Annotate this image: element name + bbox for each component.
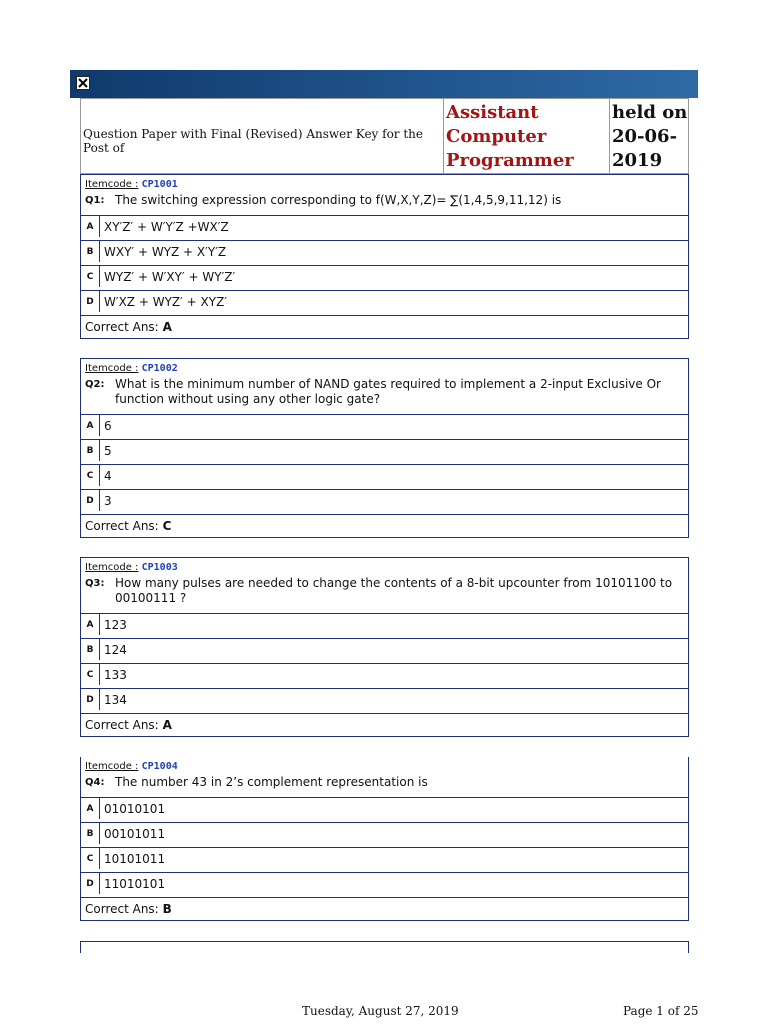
question-number: Q4:: [85, 777, 105, 788]
option-text: 5: [104, 444, 112, 458]
next-question-block: [80, 941, 689, 953]
option-row: [81, 688, 688, 710]
close-icon[interactable]: [76, 76, 90, 90]
itemcode: [85, 760, 684, 773]
option-letter: D: [81, 689, 100, 710]
correct-answer: [81, 315, 688, 338]
option-row: [81, 638, 688, 660]
held-line: 2019: [612, 150, 663, 171]
option-row: [81, 240, 688, 262]
paper-header: [80, 98, 689, 174]
itemcode-value: CP1001: [141, 179, 178, 190]
option-row: [81, 290, 688, 312]
option-letter: C: [81, 664, 100, 685]
question-block: [80, 174, 689, 339]
title-bar: [70, 70, 698, 98]
question-block: [80, 358, 689, 538]
correct-label: Correct Ans:: [85, 902, 159, 916]
correct-label: Correct Ans:: [85, 519, 159, 533]
correct-label: Correct Ans:: [85, 320, 159, 334]
option-text: 133: [104, 668, 127, 682]
post-line: Computer: [446, 126, 547, 147]
question-text: How many pulses are needed to change the contents of a 8-bit upcounter from 10101100 to 00100111 ?: [115, 576, 673, 605]
question-number: Q3:: [85, 578, 105, 589]
correct-value: B: [162, 902, 172, 916]
correct-label: Correct Ans:: [85, 718, 159, 732]
option-row: [81, 464, 688, 486]
question-block: [80, 757, 689, 921]
footer-date: Tuesday, August 27, 2019: [302, 1004, 459, 1018]
option-text: 6: [104, 419, 112, 433]
question-text: The switching expression corresponding to f(W,X,Y,Z)= ∑(1,4,5,9,11,12) is: [115, 193, 562, 207]
option-letter: B: [81, 440, 100, 461]
question-number: Q2:: [85, 379, 105, 390]
option-row: [81, 265, 688, 287]
correct-value: C: [162, 519, 172, 533]
itemcode-label: Itemcode :: [85, 363, 139, 374]
itemcode: [85, 561, 684, 574]
option-text: XY′Z′ + W′Y′Z +WX′Z: [104, 220, 229, 234]
correct-answer: [81, 713, 688, 736]
option-text: W′XZ + WYZ′ + XYZ′: [104, 295, 228, 309]
itemcode-value: CP1004: [141, 761, 178, 772]
question-number: Q1:: [85, 195, 105, 206]
correct-value: A: [162, 718, 172, 732]
question-text: What is the minimum number of NAND gates required to implement a 2-input Exclusive Or function without using any other logic gate?: [115, 377, 661, 406]
option-letter: D: [81, 490, 100, 511]
option-letter: D: [81, 291, 100, 312]
option-letter: B: [81, 823, 100, 844]
option-text: 10101011: [104, 852, 166, 866]
itemcode-value: CP1002: [141, 363, 178, 374]
post-line: Assistant: [446, 102, 539, 123]
correct-value: A: [162, 320, 172, 334]
option-letter: A: [81, 216, 100, 237]
option-letter: A: [81, 798, 100, 819]
itemcode: [85, 362, 684, 375]
held-line: 20-06-: [612, 126, 678, 147]
footer-page: Page 1 of 25: [623, 1004, 699, 1018]
correct-answer: [81, 897, 688, 920]
correct-answer: [81, 514, 688, 537]
post-name: [443, 99, 610, 173]
option-text: 124: [104, 643, 127, 657]
option-row: [81, 439, 688, 461]
option-letter: B: [81, 241, 100, 262]
option-text: 4: [104, 469, 112, 483]
itemcode-label: Itemcode :: [85, 761, 139, 772]
itemcode-value: CP1003: [141, 562, 178, 573]
option-letter: C: [81, 465, 100, 486]
option-row: [81, 414, 688, 436]
option-text: 00101011: [104, 827, 166, 841]
held-line: held on: [612, 102, 688, 123]
option-text: 01010101: [104, 802, 166, 816]
header-intro: Question Paper with Final (Revised) Answer Key for the Post of: [83, 127, 424, 155]
option-text: 123: [104, 618, 127, 632]
itemcode: [85, 178, 684, 191]
question-block: [80, 557, 689, 737]
option-text: 3: [104, 494, 112, 508]
option-letter: B: [81, 639, 100, 660]
option-row: [81, 613, 688, 635]
option-text: WXY′ + WYZ + X′Y′Z: [104, 245, 227, 259]
option-row: [81, 822, 688, 844]
option-row: [81, 847, 688, 869]
option-row: [81, 489, 688, 511]
option-row: [81, 215, 688, 237]
option-letter: D: [81, 873, 100, 894]
itemcode-label: Itemcode :: [85, 562, 139, 573]
option-letter: A: [81, 415, 100, 436]
question-text: The number 43 in 2’s complement representation is: [115, 775, 428, 789]
option-text: 11010101: [104, 877, 166, 891]
option-text: 134: [104, 693, 127, 707]
option-row: [81, 872, 688, 894]
option-letter: C: [81, 848, 100, 869]
held-date: [610, 99, 688, 173]
option-letter: A: [81, 614, 100, 635]
option-row: [81, 797, 688, 819]
itemcode-label: Itemcode :: [85, 179, 139, 190]
option-text: WYZ′ + W′XY′ + WY′Z′: [104, 270, 236, 284]
option-letter: C: [81, 266, 100, 287]
option-row: [81, 663, 688, 685]
post-line: Programmer: [446, 150, 574, 171]
